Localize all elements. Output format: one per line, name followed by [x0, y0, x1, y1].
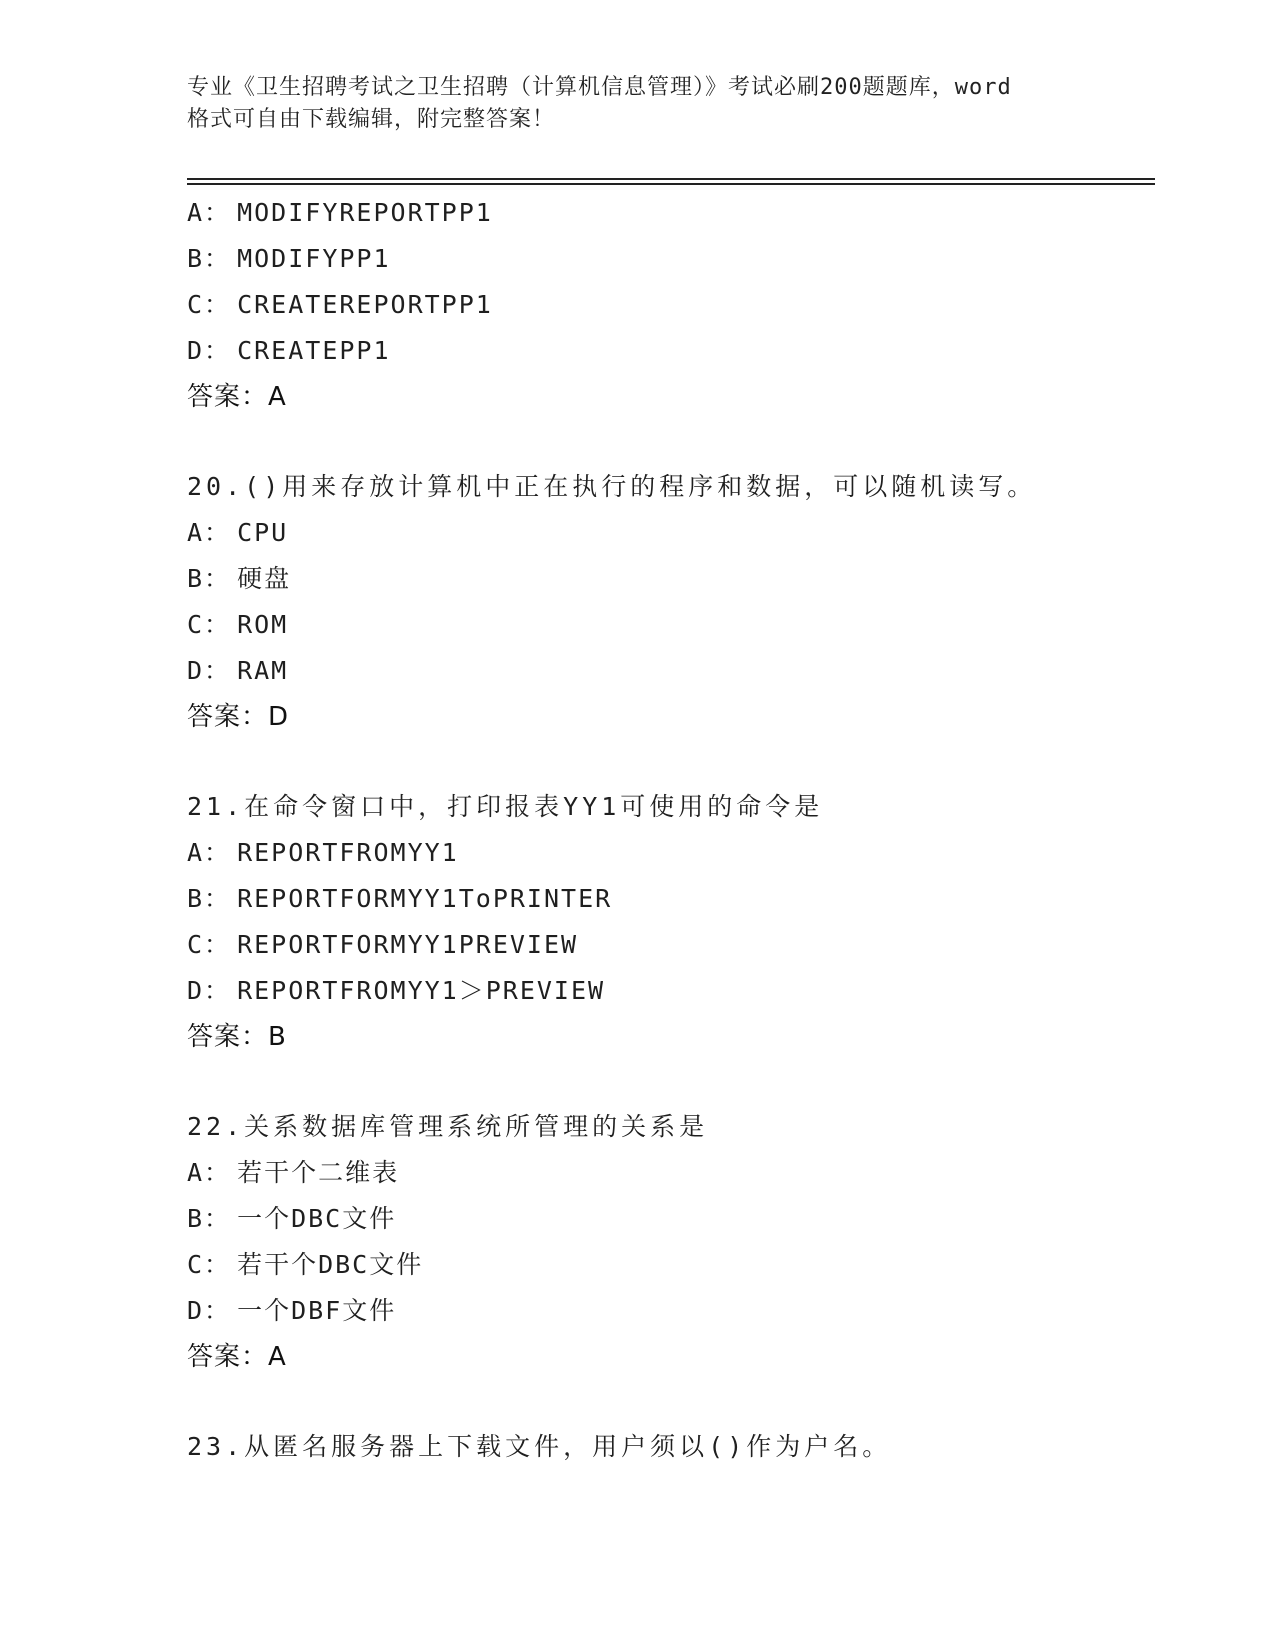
- option-c: C： CREATEREPORTPP1: [187, 290, 493, 319]
- question-23: [187, 1424, 1147, 1470]
- header-rule-top: [187, 178, 1155, 180]
- option-b: B： MODIFYPP1: [187, 244, 391, 273]
- answer: 答案：B: [187, 1022, 287, 1052]
- question-list: [187, 190, 1147, 1470]
- question-stem: 23.从匿名服务器上下载文件，用户须以()作为户名。: [187, 1432, 892, 1461]
- option-a: A： CPU: [187, 518, 289, 547]
- option-d: D： RAM: [187, 656, 289, 685]
- option-c: C： REPORTFORMYY1PREVIEW: [187, 930, 579, 959]
- header-rule-bottom: [187, 183, 1155, 185]
- header-line-2: 格式可自由下载编辑，附完整答案！: [187, 107, 556, 132]
- option-d: D： 一个DBF文件: [187, 1296, 397, 1325]
- option-c: C： 若干个DBC文件: [187, 1250, 424, 1279]
- option-c: C： ROM: [187, 610, 289, 639]
- answer: 答案：A: [187, 382, 287, 412]
- answer: 答案：A: [187, 1342, 287, 1372]
- option-b: B： REPORTFORMYY1ToPRINTER: [187, 884, 613, 913]
- option-a: A： 若干个二维表: [187, 1158, 400, 1187]
- option-a: A： REPORTFROMYY1: [187, 838, 459, 867]
- question-stem: 22.关系数据库管理系统所管理的关系是: [187, 1112, 709, 1141]
- option-b: B： 一个DBC文件: [187, 1204, 397, 1233]
- document-header: [187, 72, 1087, 136]
- answer: 答案：D: [187, 702, 290, 732]
- question-19: [187, 190, 1147, 420]
- option-a: A： MODIFYREPORTPP1: [187, 198, 493, 227]
- header-line-1: 专业《卫生招聘考试之卫生招聘（计算机信息管理）》考试必刷200题题库，word: [187, 75, 1012, 100]
- question-22: [187, 1104, 1147, 1380]
- option-d: D： REPORTFROMYY1＞PREVIEW: [187, 976, 606, 1005]
- option-d: D： CREATEPP1: [187, 336, 391, 365]
- option-b: B： 硬盘: [187, 564, 292, 593]
- question-stem: 21.在命令窗口中，打印报表YY1可使用的命令是: [187, 792, 824, 821]
- question-stem: 20.()用来存放计算机中正在执行的程序和数据，可以随机读写。: [187, 472, 1037, 501]
- question-20: [187, 464, 1147, 740]
- question-21: [187, 784, 1147, 1060]
